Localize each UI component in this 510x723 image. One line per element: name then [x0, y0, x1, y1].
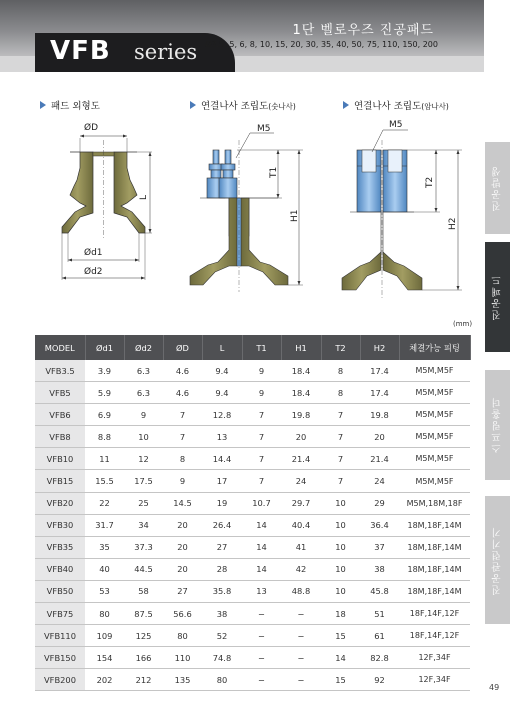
header-band — [0, 0, 484, 72]
table-cell: 27 — [202, 536, 242, 558]
table-cell: 7 — [321, 404, 360, 426]
table-cell: 9 — [163, 470, 202, 492]
table-row — [35, 492, 470, 514]
table-cell: 29.7 — [281, 492, 321, 514]
table-cell: 25 — [124, 492, 163, 514]
tab-vacuum-generator[interactable] — [485, 142, 510, 234]
table-cell: 6.9 — [85, 404, 124, 426]
technical-drawings — [0, 108, 480, 318]
model-cell: VFB10 — [35, 448, 85, 470]
table-cell: 35.8 — [202, 580, 242, 602]
label-h2: H2 — [448, 217, 458, 230]
table-cell: 11 — [85, 448, 124, 470]
table-cell: 12.8 — [202, 404, 242, 426]
label-m5-female: M5 — [389, 120, 403, 130]
fitting-cell: M5M,M5F — [399, 382, 470, 404]
table-cell: 15 — [321, 669, 360, 691]
table-cell: 24 — [360, 470, 399, 492]
model-cell: VFB15 — [35, 470, 85, 492]
table-cell: 10 — [321, 580, 360, 602]
table-cell: 7 — [321, 470, 360, 492]
table-cell: 34 — [124, 514, 163, 536]
pad-outline-drawing — [62, 135, 152, 281]
model-cell: VFB50 — [35, 580, 85, 602]
table-cell: 31.7 — [85, 514, 124, 536]
tab-vacuum-pad[interactable] — [485, 242, 510, 352]
model-cell: VFB3.5 — [35, 360, 85, 382]
table-cell: 7 — [163, 426, 202, 448]
label-od2: Ød2 — [84, 267, 103, 277]
table-cell: 40 — [85, 558, 124, 580]
table-row — [35, 360, 470, 382]
table-cell: 7 — [242, 404, 281, 426]
table-cell: 18.4 — [281, 360, 321, 382]
table-cell: 14.5 — [163, 492, 202, 514]
table-cell: 3.9 — [85, 360, 124, 382]
table-cell: 38 — [360, 558, 399, 580]
label-l: L — [139, 194, 149, 200]
table-cell: − — [242, 625, 281, 647]
table-cell: 4.6 — [163, 360, 202, 382]
column-header: T2 — [321, 335, 360, 360]
model-cell: VFB35 — [35, 536, 85, 558]
fitting-cell: M5M,M5F — [399, 448, 470, 470]
table-cell: 135 — [163, 669, 202, 691]
table-cell: 27 — [163, 580, 202, 602]
available-sizes: Ø3.5, 5, 6, 8, 10, 15, 20, 30, 35, 40, 50, 75, 110, 150, 200 — [205, 40, 438, 49]
fitting-cell: 18F,14F,12F — [399, 625, 470, 647]
column-header: Ød2 — [124, 335, 163, 360]
page-number: 49 — [489, 683, 500, 692]
fitting-cell: M5M,M5F — [399, 360, 470, 382]
table-cell: 7 — [321, 426, 360, 448]
column-header: Ød1 — [85, 335, 124, 360]
column-header: 체결가능 피팅 — [399, 335, 470, 360]
table-row — [35, 514, 470, 536]
table-cell: − — [281, 669, 321, 691]
label-od1: Ød1 — [84, 248, 103, 258]
table-row — [35, 647, 470, 669]
table-cell: − — [281, 603, 321, 625]
table-cell: 8 — [321, 360, 360, 382]
table-cell: 212 — [124, 669, 163, 691]
table-cell: − — [281, 647, 321, 669]
model-cell: VFB150 — [35, 647, 85, 669]
fitting-cell: M5M,M5F — [399, 404, 470, 426]
fitting-cell: M5M,18M,18F — [399, 492, 470, 514]
table-cell: 6.3 — [124, 360, 163, 382]
table-cell: 45.8 — [360, 580, 399, 602]
table-cell: 41 — [281, 536, 321, 558]
table-cell: 9 — [242, 360, 281, 382]
fitting-cell: 12F,34F — [399, 669, 470, 691]
table-cell: 21.4 — [360, 448, 399, 470]
table-cell: − — [242, 647, 281, 669]
fitting-cell: 18M,18F,14M — [399, 514, 470, 536]
table-cell: 8 — [163, 448, 202, 470]
table-cell: 61 — [360, 625, 399, 647]
table-cell: 24 — [281, 470, 321, 492]
table-row — [35, 669, 470, 691]
section-male-thread: 연결나사 조립도(숫나사) — [190, 98, 296, 112]
fitting-cell: M5M,M5F — [399, 426, 470, 448]
table-cell: 9 — [242, 382, 281, 404]
table-cell: 7 — [321, 448, 360, 470]
spec-table — [35, 335, 471, 691]
table-cell: 80 — [85, 603, 124, 625]
table-cell: 7 — [242, 426, 281, 448]
table-cell: 44.5 — [124, 558, 163, 580]
table-cell: 4.6 — [163, 382, 202, 404]
table-cell: 35 — [85, 536, 124, 558]
table-cell: 17.4 — [360, 382, 399, 404]
table-cell: − — [242, 669, 281, 691]
table-cell: 20 — [163, 514, 202, 536]
column-header: L — [202, 335, 242, 360]
table-cell: 14 — [321, 647, 360, 669]
table-cell: 17 — [202, 470, 242, 492]
table-cell: 29 — [360, 492, 399, 514]
table-cell: 40.4 — [281, 514, 321, 536]
model-cell: VFB8 — [35, 426, 85, 448]
page-title: 1단 벨로우즈 진공패드 — [292, 23, 434, 38]
table-cell: 5.9 — [85, 382, 124, 404]
table-cell: 37 — [360, 536, 399, 558]
table-cell: 15.5 — [85, 470, 124, 492]
table-cell: 6.3 — [124, 382, 163, 404]
table-row — [35, 580, 470, 602]
table-cell: 12 — [124, 448, 163, 470]
table-cell: 15 — [321, 625, 360, 647]
table-cell: 26.4 — [202, 514, 242, 536]
model-cell: VFB110 — [35, 625, 85, 647]
table-cell: 13 — [242, 580, 281, 602]
table-cell: 154 — [85, 647, 124, 669]
table-cell: 125 — [124, 625, 163, 647]
column-header: MODEL — [35, 335, 85, 360]
tab-spring-holder[interactable] — [485, 370, 510, 480]
table-cell: 13 — [202, 426, 242, 448]
table-row — [35, 603, 470, 625]
column-header: T1 — [242, 335, 281, 360]
section-female-thread: 연결나사 조립도(암나사) — [343, 98, 449, 112]
female-thread-drawing — [342, 130, 462, 298]
table-cell: 92 — [360, 669, 399, 691]
table-cell: 22 — [85, 492, 124, 514]
table-cell: 17.4 — [360, 360, 399, 382]
model-cell: VFB6 — [35, 404, 85, 426]
unit-label: (mm) — [453, 320, 473, 328]
table-cell: 166 — [124, 647, 163, 669]
table-cell: 19 — [202, 492, 242, 514]
table-cell: 14 — [242, 536, 281, 558]
table-cell: 10 — [321, 536, 360, 558]
table-cell: 80 — [202, 669, 242, 691]
male-thread-drawing — [190, 133, 303, 292]
table-row — [35, 536, 470, 558]
label-h1: H1 — [290, 209, 300, 222]
table-row — [35, 558, 470, 580]
table-cell: 19.8 — [360, 404, 399, 426]
fitting-cell: 18M,18F,14M — [399, 558, 470, 580]
table-cell: 7 — [242, 448, 281, 470]
table-cell: 53 — [85, 580, 124, 602]
table-cell: − — [281, 625, 321, 647]
table-cell: − — [242, 603, 281, 625]
table-cell: 51 — [360, 603, 399, 625]
table-cell: 74.8 — [202, 647, 242, 669]
table-cell: 14 — [242, 558, 281, 580]
table-cell: 20 — [281, 426, 321, 448]
fitting-cell: 18M,18F,14M — [399, 580, 470, 602]
tab-label: 진공관련기기 — [491, 525, 503, 595]
table-row — [35, 448, 470, 470]
table-cell: 17.5 — [124, 470, 163, 492]
label-od: ØD — [84, 123, 99, 133]
table-row — [35, 426, 470, 448]
table-cell: 42 — [281, 558, 321, 580]
table-cell: 8 — [321, 382, 360, 404]
tab-vacuum-equipment[interactable] — [485, 496, 510, 624]
table-cell: 87.5 — [124, 603, 163, 625]
table-cell: 10 — [321, 514, 360, 536]
series-word: series — [134, 40, 198, 64]
fitting-cell: 18M,18F,14M — [399, 536, 470, 558]
table-cell: 14.4 — [202, 448, 242, 470]
tab-label: 진공패드 — [491, 274, 503, 320]
table-cell: 20 — [360, 426, 399, 448]
table-cell: 10 — [321, 558, 360, 580]
model-cell: VFB20 — [35, 492, 85, 514]
table-cell: 21.4 — [281, 448, 321, 470]
side-tabs — [485, 142, 510, 642]
tab-label: 스프링홀더 — [491, 396, 503, 454]
model-cell: VFB40 — [35, 558, 85, 580]
table-cell: 80 — [163, 625, 202, 647]
table-row — [35, 382, 470, 404]
model-cell: VFB200 — [35, 669, 85, 691]
table-cell: 9 — [124, 404, 163, 426]
table-cell: 37.3 — [124, 536, 163, 558]
fitting-cell: M5M,M5F — [399, 470, 470, 492]
model-cell: VFB75 — [35, 603, 85, 625]
label-t2: T2 — [425, 176, 435, 188]
table-cell: 7 — [163, 404, 202, 426]
table-cell: 14 — [242, 514, 281, 536]
table-cell: 20 — [163, 558, 202, 580]
table-cell: 38 — [202, 603, 242, 625]
table-cell: 10 — [124, 426, 163, 448]
fitting-cell: 12F,34F — [399, 647, 470, 669]
table-cell: 48.8 — [281, 580, 321, 602]
table-cell: 20 — [163, 536, 202, 558]
table-cell: 9.4 — [202, 360, 242, 382]
tab-label: 진공발생 — [491, 165, 503, 211]
table-row — [35, 404, 470, 426]
table-cell: 10.7 — [242, 492, 281, 514]
model-cell: VFB30 — [35, 514, 85, 536]
model-cell: VFB5 — [35, 382, 85, 404]
table-cell: 36.4 — [360, 514, 399, 536]
table-row — [35, 625, 470, 647]
table-cell: 56.6 — [163, 603, 202, 625]
label-t1: T1 — [269, 166, 279, 178]
table-cell: 109 — [85, 625, 124, 647]
label-m5-male: M5 — [257, 124, 271, 134]
table-cell: 58 — [124, 580, 163, 602]
table-cell: 18 — [321, 603, 360, 625]
table-header-row — [35, 335, 470, 360]
table-cell: 19.8 — [281, 404, 321, 426]
table-cell: 202 — [85, 669, 124, 691]
column-header: ØD — [163, 335, 202, 360]
table-row — [35, 470, 470, 492]
series-model: VFB — [50, 36, 111, 66]
table-cell: 8.8 — [85, 426, 124, 448]
table-cell: 52 — [202, 625, 242, 647]
table-cell: 18.4 — [281, 382, 321, 404]
table-cell: 28 — [202, 558, 242, 580]
column-header: H1 — [281, 335, 321, 360]
column-header: H2 — [360, 335, 399, 360]
table-cell: 9.4 — [202, 382, 242, 404]
table-cell: 7 — [242, 470, 281, 492]
fitting-cell: 18F,14F,12F — [399, 603, 470, 625]
section-pad-outline: 패드 외형도 — [40, 98, 100, 112]
table-cell: 10 — [321, 492, 360, 514]
table-cell: 82.8 — [360, 647, 399, 669]
table-cell: 110 — [163, 647, 202, 669]
